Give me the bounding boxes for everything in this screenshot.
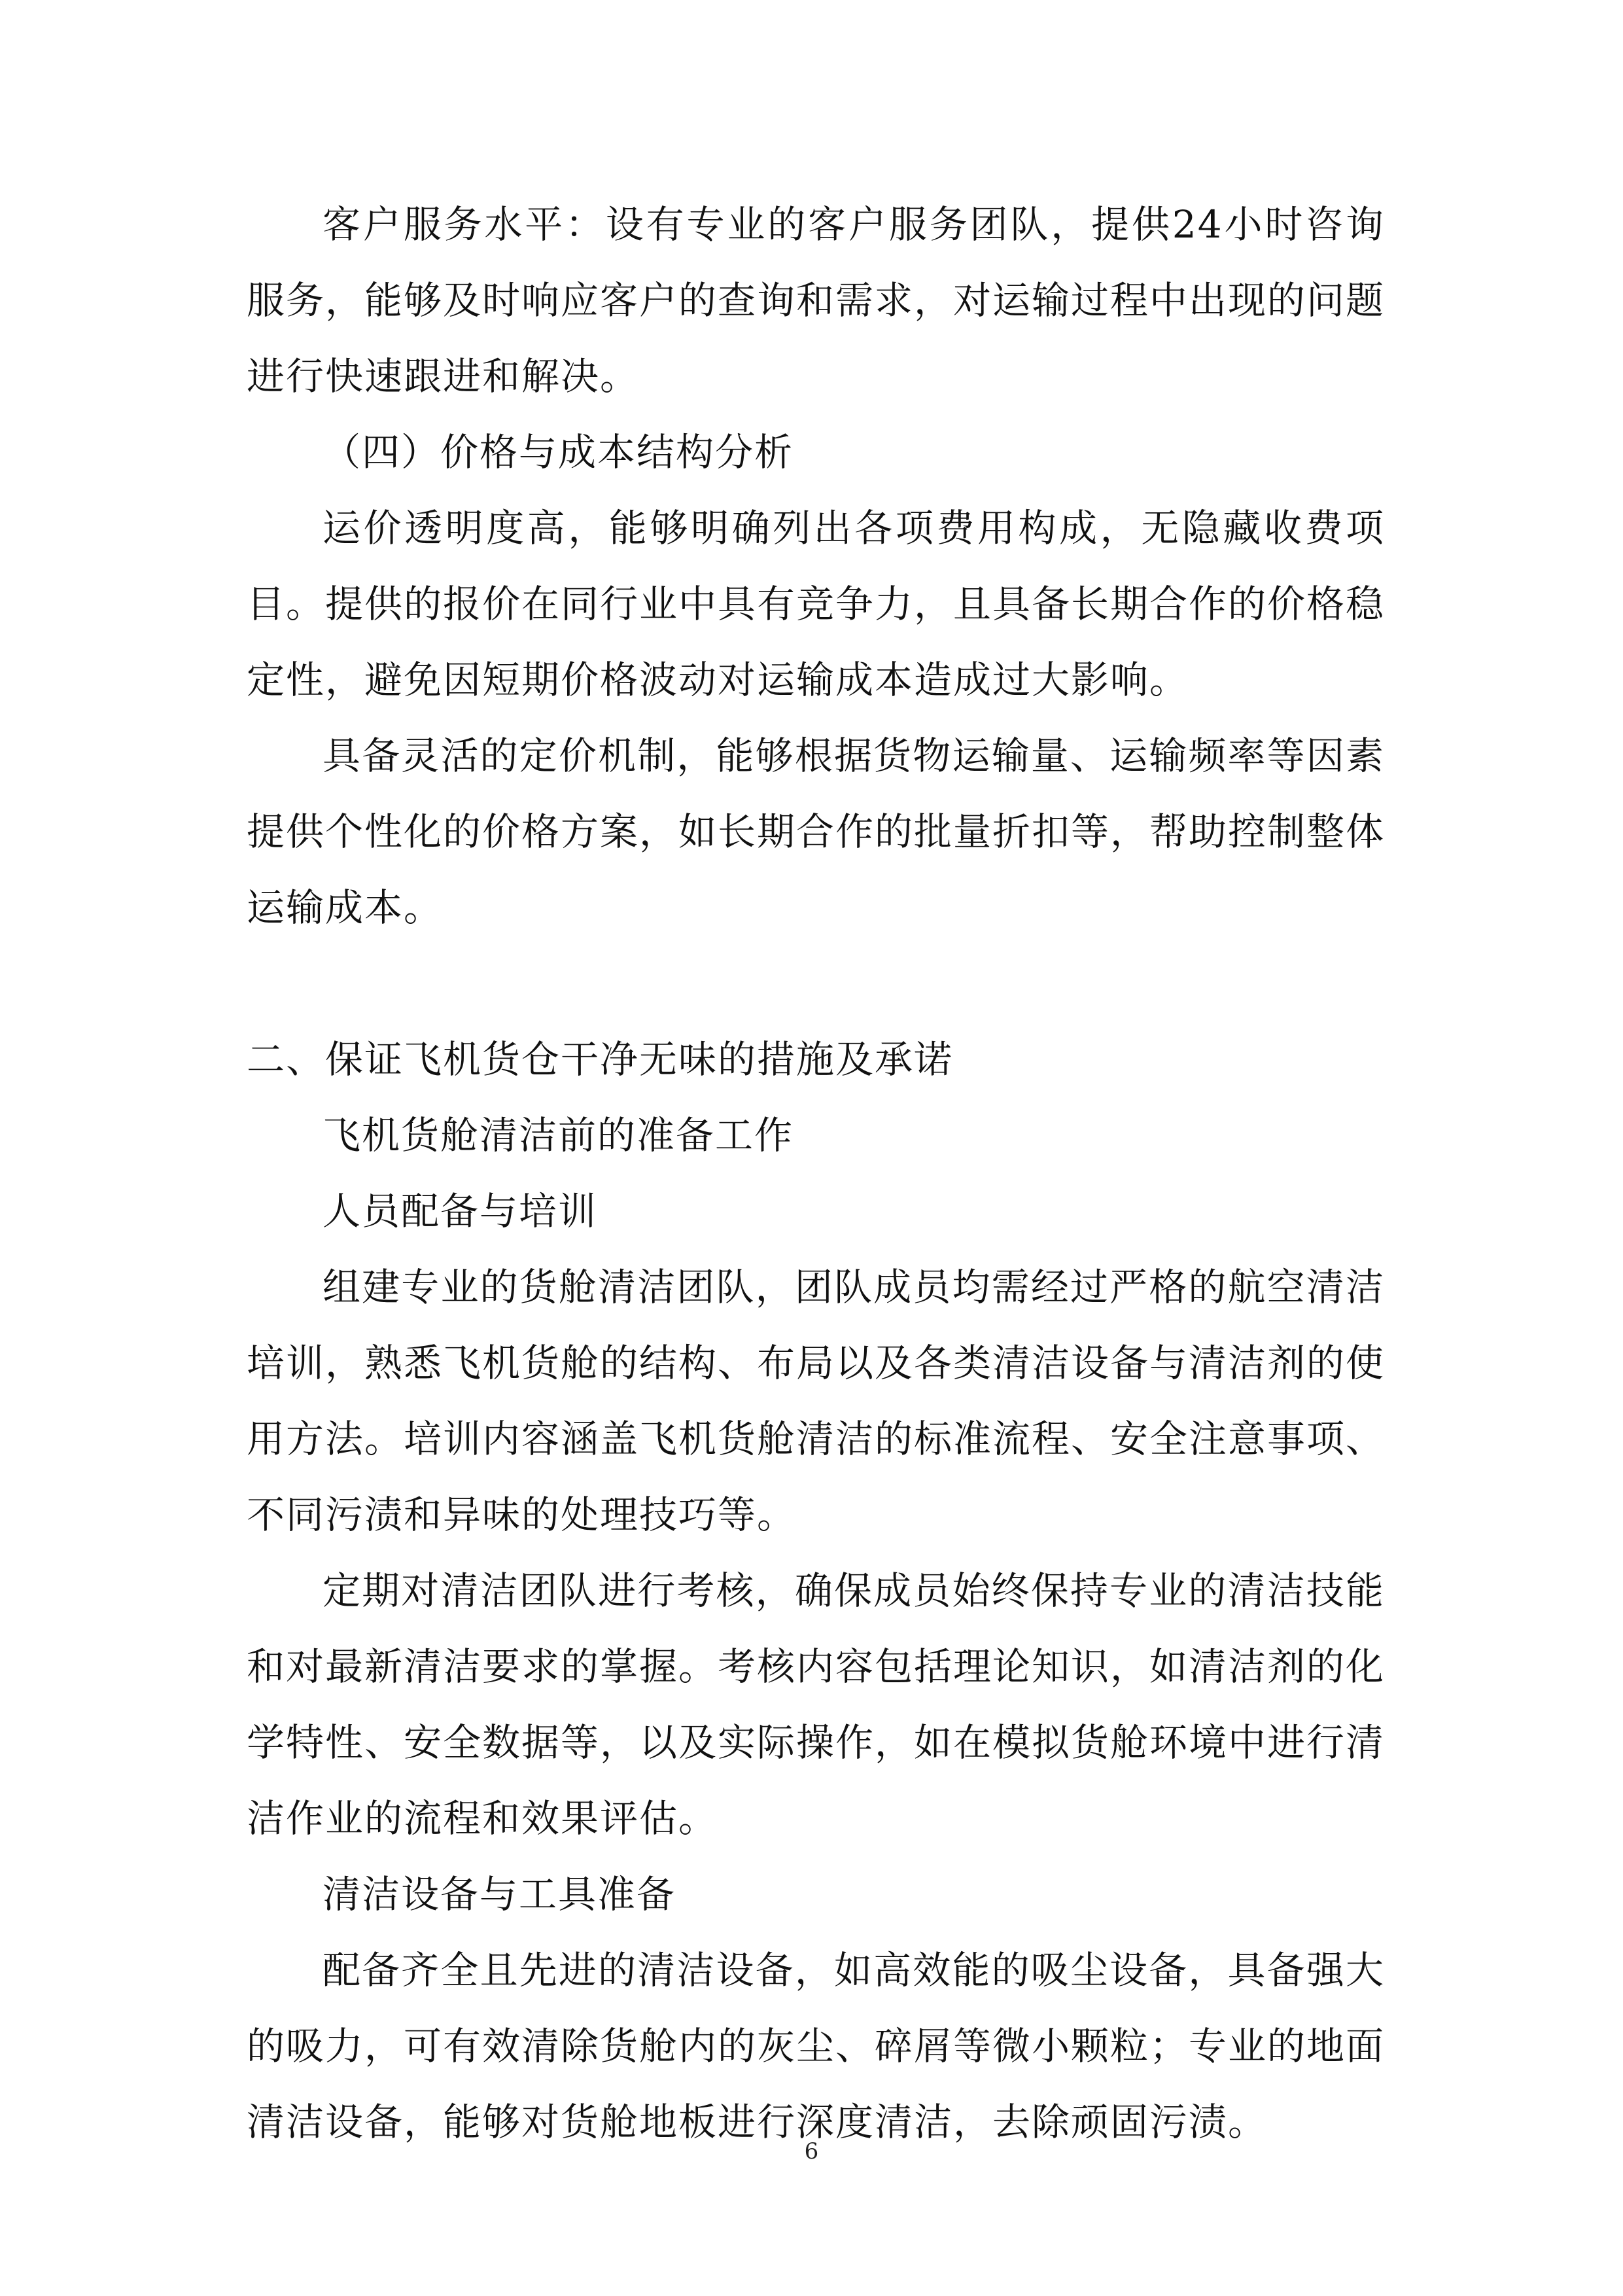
paragraph-price-transparency: 运价透明度高，能够明确列出各项费用构成，无隐藏收费项目。提供的报价在同行业中具有竞争力，且具备长期合作的价格稳定性，避免因短期价格波动对运输成本造成过大影响。 [247,506,1386,702]
page-number: 6 [804,2138,819,2164]
paragraph-team-assessment: 定期对清洁团队进行考核，确保成员始终保持专业的清洁技能和对最新清洁要求的掌握。考核内容包括理论知识，如清洁剂的化学特性、安全数据等，以及实际操作，如在模拟货舱环境中进行清洁作业的流程和效果评估。 [247,1568,1386,1841]
subheading-equipment-tools: 清洁设备与工具准备 [323,1872,676,1916]
subheading-price-cost: （四）价格与成本结构分析 [323,430,794,474]
subheading-staffing-training: 人员配备与培训 [323,1189,598,1233]
paragraph-cleaning-equipment: 配备齐全且先进的清洁设备，如高效能的吸尘设备，具备强大的吸力，可有效清除货舱内的灰尘、碎屑等微小颗粒；专业的地面清洁设备，能够对货舱地板进行深度清洁，去除顽固污渍。 [247,1948,1386,2144]
paragraph-flexible-pricing: 具备灵活的定价机制，能够根据货物运输量、运输频率等因素提供个性化的价格方案，如长期合作的批量折扣等，帮助控制整体运输成本。 [247,733,1386,930]
page-body [247,186,1385,2160]
paragraph-cleaning-team: 组建专业的货舱清洁团队，团队成员均需经过严格的航空清洁培训，熟悉飞机货舱的结构、布局以及各类清洁设备与清洁剂的使用方法。培训内容涵盖飞机货舱清洁的标准流程、安全注意事项、不同污渍和异味的处理技巧等。 [247,1265,1386,1537]
section-heading-cargo-hold: 二、保证飞机货仓干净无味的措施及承诺 [247,1037,954,1082]
subheading-cleaning-preparation: 飞机货舱清洁前的准备工作 [323,1113,794,1157]
paragraph-customer-service: 客户服务水平：设有专业的客户服务团队，提供24小时咨询服务，能够及时响应客户的查询和需求，对运输过程中出现的问题进行快速跟进和解决。 [247,202,1386,398]
